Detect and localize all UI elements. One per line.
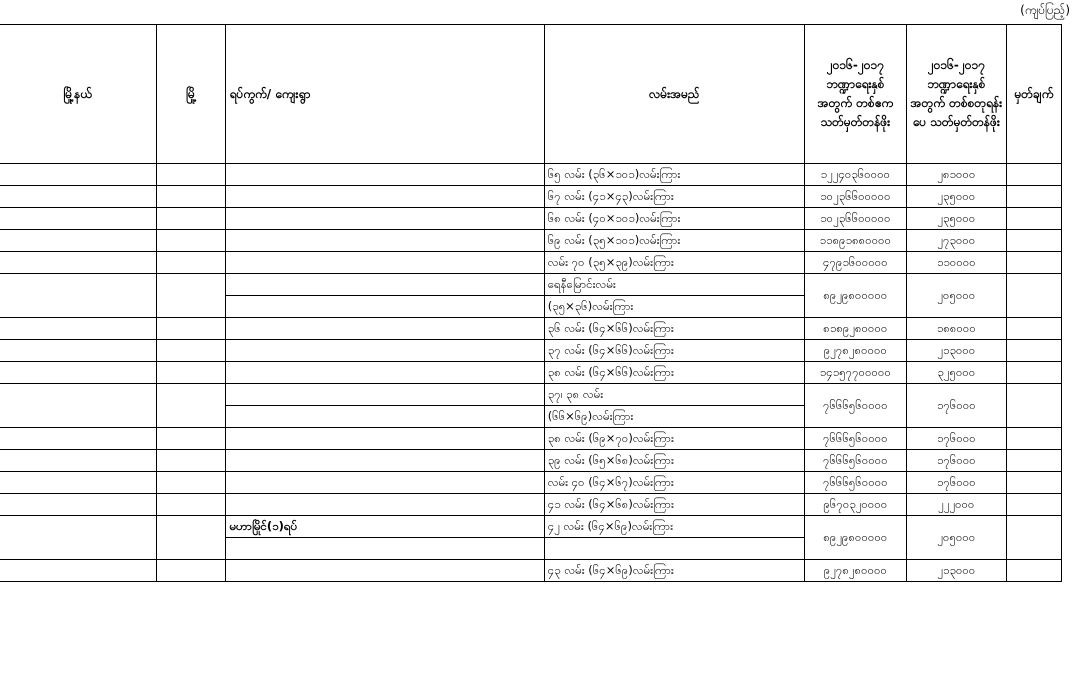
table-row (0, 560, 1062, 582)
value-sqft-cell: ၁၇၆၀၀၀ (906, 450, 1006, 472)
street-cell: လမ်း ၇၀ (၃၅×၃၉)လမ်းကြား (544, 252, 804, 274)
header-remarks: မှတ်ချက် (1006, 25, 1061, 164)
header-town: မြို့ (157, 25, 226, 164)
table-row (0, 384, 1062, 406)
street-cell: ၃၇၊ ၃၈ လမ်း (544, 384, 804, 406)
township-cell (0, 362, 157, 384)
town-cell (157, 494, 226, 516)
table-row (0, 186, 1062, 208)
ward-cell (226, 494, 544, 516)
ward-cell (226, 406, 544, 428)
ward-cell (226, 296, 544, 318)
town-cell (157, 516, 226, 560)
remarks-cell (1006, 428, 1061, 450)
table-row (0, 428, 1062, 450)
street-cell: (၆၆×၆၉)လမ်းကြား (544, 406, 804, 428)
value-acre-cell: ၇၆၆၆၅၆၀၀၀၀ (804, 472, 906, 494)
ward-cell (226, 384, 544, 406)
table-row (0, 208, 1062, 230)
value-acre-cell: ၉၆၇၀၃၂၀၀၀၀ (804, 494, 906, 516)
value-sqft-cell: ၂၃၅၀၀၀ (906, 186, 1006, 208)
street-cell: ၄၃ လမ်း (၆၄×၆၉)လမ်းကြား (544, 560, 804, 582)
value-sqft-cell: ၂၃၅၀၀၀ (906, 208, 1006, 230)
town-cell (157, 384, 226, 428)
remarks-cell (1006, 318, 1061, 340)
table-row (0, 164, 1062, 186)
town-cell (157, 164, 226, 186)
street-cell: ၄၁ လမ်း (၆၄×၆၈)လမ်းကြား (544, 494, 804, 516)
header-township: မြို့နယ် (0, 25, 157, 164)
header-street: လမ်းအမည် (544, 25, 804, 164)
township-cell (0, 516, 157, 560)
township-cell (0, 384, 157, 428)
remarks-cell (1006, 472, 1061, 494)
town-cell (157, 362, 226, 384)
header-value-acre: ၂၀၁၆-၂၀၁၇ ဘဏ္ဍာရေးနှစ် အတွက် တစ်ဧက သတ်မှတ်တန်ဖိုး (804, 25, 906, 164)
ward-cell (226, 164, 544, 186)
township-cell (0, 274, 157, 318)
value-acre-cell: ၁၀၂၃၆၆၀၀၀၀၀ (804, 186, 906, 208)
value-sqft-cell: ၁၁၀၀၀၀ (906, 252, 1006, 274)
township-cell (0, 472, 157, 494)
town-cell (157, 230, 226, 252)
street-cell (544, 538, 804, 560)
township-cell (0, 340, 157, 362)
value-sqft-cell: ၁၇၆၀၀၀ (906, 472, 1006, 494)
remarks-cell (1006, 560, 1061, 582)
value-sqft-cell: ၂၂၂၀၀၀ (906, 494, 1006, 516)
table-row (0, 274, 1062, 296)
street-cell: ၃၇ လမ်း (၆၄×၆၆)လမ်းကြား (544, 340, 804, 362)
remarks-cell (1006, 164, 1061, 186)
town-cell (157, 450, 226, 472)
township-cell (0, 208, 157, 230)
value-acre-cell: ၇၆၆၆၅၆၀၀၀၀ (804, 428, 906, 450)
table-row (0, 472, 1062, 494)
ward-cell (226, 450, 544, 472)
ward-cell (226, 428, 544, 450)
value-sqft-cell: ၂၁၃၀၀၀ (906, 560, 1006, 582)
town-cell (157, 208, 226, 230)
value-acre-cell: ၁၀၂၃၆၆၀၀၀၀၀ (804, 208, 906, 230)
value-sqft-cell: ၁၇၆၀၀၀ (906, 428, 1006, 450)
town-cell (157, 472, 226, 494)
table-row (0, 494, 1062, 516)
ward-cell (226, 274, 544, 296)
remarks-cell (1006, 450, 1061, 472)
remarks-cell (1006, 384, 1061, 428)
township-cell (0, 230, 157, 252)
township-cell (0, 164, 157, 186)
township-cell (0, 494, 157, 516)
value-acre-cell: ၇၆၆၆၅၆၀၀၀၀ (804, 450, 906, 472)
remarks-cell (1006, 362, 1061, 384)
remarks-cell (1006, 494, 1061, 516)
table-row (0, 252, 1062, 274)
unit-label: (ကျပ်ပြည့်) (1020, 3, 1070, 17)
street-cell: ၆၅ လမ်း (၃၆×၁၀၁)လမ်းကြား (544, 164, 804, 186)
remarks-cell (1006, 208, 1061, 230)
ward-cell (226, 560, 544, 582)
street-cell: ရေနီမြောင်းလမ်း (544, 274, 804, 296)
remarks-cell (1006, 230, 1061, 252)
land-value-table (0, 24, 1062, 582)
township-cell (0, 186, 157, 208)
street-cell: လမ်း ၄၀ (၆၄×၆၇)လမ်းကြား (544, 472, 804, 494)
value-acre-cell: ၁၄၁၅၇၇၀၀၀၀၀ (804, 362, 906, 384)
street-cell: ၃၉ လမ်း (၆၅×၆၈)လမ်းကြား (544, 450, 804, 472)
value-sqft-cell: ၂၀၅၀၀၀ (906, 516, 1006, 560)
header-value-sqft: ၂၀၁၆-၂၀၁၇ ဘဏ္ဍာရေးနှစ် အတွက် တစ်စတုရန်းပေ သတ်မှတ်တန်ဖိုး (906, 25, 1006, 164)
town-cell (157, 186, 226, 208)
table-row (0, 318, 1062, 340)
value-acre-cell: ၁၂၂၄၀၃၆၀၀၀၀ (804, 164, 906, 186)
street-cell: (၃၅×၃၆)လမ်းကြား (544, 296, 804, 318)
remarks-cell (1006, 186, 1061, 208)
value-sqft-cell: ၂၀၅၀၀၀ (906, 274, 1006, 318)
header-ward: ရပ်ကွက်/ ကျေးရွာ (226, 25, 544, 164)
ward-cell (226, 362, 544, 384)
town-cell (157, 340, 226, 362)
township-cell (0, 318, 157, 340)
remarks-cell (1006, 340, 1061, 362)
value-acre-cell: ၄၇၉၁၆၀၀၀၀၀ (804, 252, 906, 274)
value-acre-cell: ၈၁၈၉၂၈၀၀၀၀ (804, 318, 906, 340)
remarks-cell (1006, 252, 1061, 274)
street-cell: ၃၆ လမ်း (၆၄×၆၆)လမ်းကြား (544, 318, 804, 340)
street-cell: ၆၇ လမ်း (၄၁×၄၃)လမ်းကြား (544, 186, 804, 208)
ward-cell: မဟာမြိုင်(၁)ရပ် (226, 516, 544, 538)
town-cell (157, 318, 226, 340)
value-sqft-cell: ၃၂၅၀၀၀ (906, 362, 1006, 384)
town-cell (157, 560, 226, 582)
table-row (0, 516, 1062, 538)
street-cell: ၃၈ လမ်း (၆၉×၇၀)လမ်းကြား (544, 428, 804, 450)
table-row (0, 230, 1062, 252)
ward-cell (226, 318, 544, 340)
table-row (0, 362, 1062, 384)
ward-cell (226, 186, 544, 208)
ward-cell (226, 208, 544, 230)
table-row (0, 340, 1062, 362)
ward-cell (226, 340, 544, 362)
value-acre-cell: ၇၆၆၆၅၆၀၀၀၀ (804, 384, 906, 428)
township-cell (0, 252, 157, 274)
street-cell: ၆၈ လမ်း (၄၀×၁၀၁)လမ်းကြား (544, 208, 804, 230)
town-cell (157, 252, 226, 274)
ward-cell (226, 538, 544, 560)
town-cell (157, 274, 226, 318)
ward-cell (226, 252, 544, 274)
value-acre-cell: ၈၉၂၉၈၀၀၀၀၀ (804, 516, 906, 560)
ward-cell (226, 472, 544, 494)
ward-cell (226, 230, 544, 252)
remarks-cell (1006, 274, 1061, 318)
town-cell (157, 428, 226, 450)
value-acre-cell: ၉၂၇၈၂၈၀၀၀၀ (804, 340, 906, 362)
value-sqft-cell: ၂၇၃၀၀၀ (906, 230, 1006, 252)
street-cell: ၃၈ လမ်း (၆၄×၆၆)လမ်းကြား (544, 362, 804, 384)
header-row (0, 25, 1062, 164)
value-sqft-cell: ၁၈၈၀၀၀ (906, 318, 1006, 340)
table-row (0, 450, 1062, 472)
value-sqft-cell: ၂၈၁၀၀၀ (906, 164, 1006, 186)
township-cell (0, 560, 157, 582)
value-acre-cell: ၈၉၂၉၈၀၀၀၀၀ (804, 274, 906, 318)
value-acre-cell: ၉၂၇၈၂၈၀၀၀၀ (804, 560, 906, 582)
value-sqft-cell: ၁၇၆၀၀၀ (906, 384, 1006, 428)
township-cell (0, 428, 157, 450)
street-cell: ၆၉ လမ်း (၃၅×၁၀၁)လမ်းကြား (544, 230, 804, 252)
township-cell (0, 450, 157, 472)
value-sqft-cell: ၂၁၃၀၀၀ (906, 340, 1006, 362)
remarks-cell (1006, 516, 1061, 560)
street-cell: ၄၂ လမ်း (၆၄×၆၉)လမ်းကြား (544, 516, 804, 538)
value-acre-cell: ၁၁၈၉၁၈၈၀၀၀၀ (804, 230, 906, 252)
